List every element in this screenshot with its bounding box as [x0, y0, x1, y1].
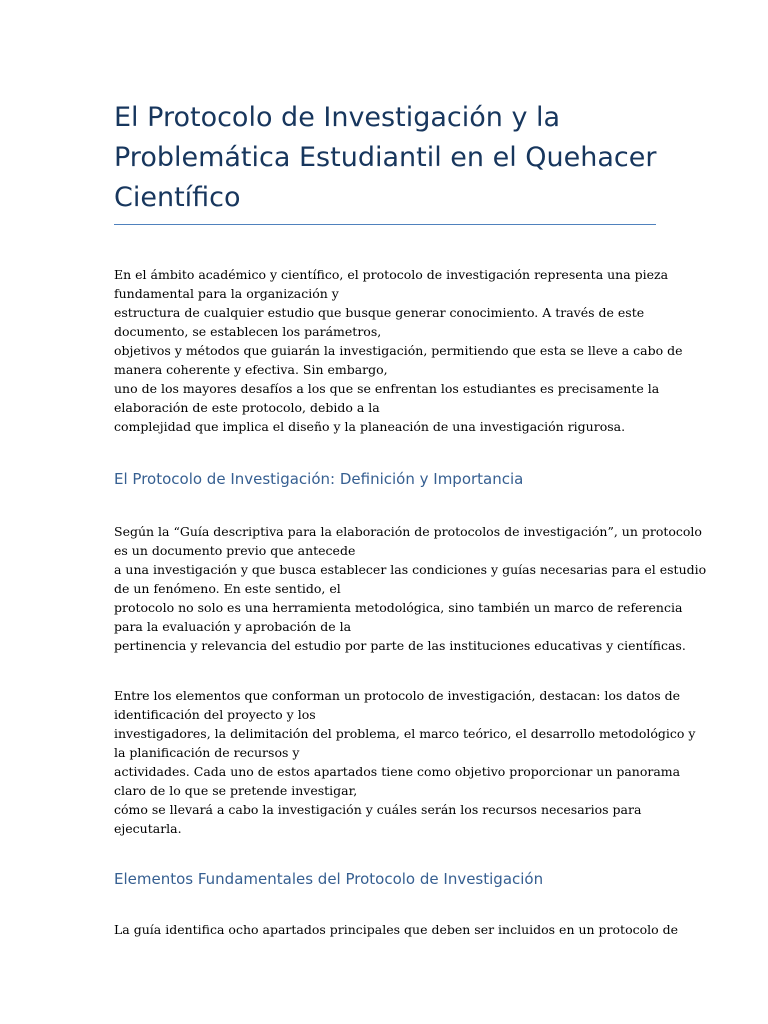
text-line: de un fenómeno. En este sentido, el	[114, 581, 341, 596]
document-page	[114, 98, 707, 939]
text-line: ejecutarla.	[114, 821, 182, 836]
text-line: identificación del proyecto y los	[114, 707, 316, 722]
text-line: En el ámbito académico y científico, el protocolo de investigación representa una pieza	[114, 267, 669, 282]
title-line: Científico	[114, 182, 241, 213]
text-line: La guía identifica ocho apartados principales que deben ser incluidos en un protocolo de	[114, 922, 679, 937]
text-line: fundamental para la organización y	[114, 286, 339, 301]
title-line: El Protocolo de Investigación y la	[114, 102, 561, 133]
text-line: complejidad que implica el diseño y la planeación de una investigación rigurosa.	[114, 419, 626, 434]
elements-paragraph	[114, 686, 696, 838]
text-line: estructura de cualquier estudio que busque generar conocimiento. A través de este	[114, 305, 645, 320]
text-line: protocolo no solo es una herramienta metodológica, sino también un marco de referencia	[114, 600, 683, 615]
text-line: claro de lo que se pretende investigar,	[114, 783, 358, 798]
text-line: elaboración de este protocolo, debido a la	[114, 400, 380, 415]
text-line: objetivos y métodos que guiarán la investigación, permitiendo que esta se lleve a cabo de	[114, 343, 683, 358]
text-line: a una investigación y que busca establecer las condiciones y guías necesarias para el estudio	[114, 562, 707, 577]
text-line: la planificación de recursos y	[114, 745, 300, 760]
text-line: Entre los elementos que conforman un protocolo de investigación, destacan: los datos de	[114, 688, 681, 703]
section-heading-elements: Elementos Fundamentales del Protocolo de Investigación	[114, 870, 544, 888]
text-line: para la evaluación y aprobación de la	[114, 619, 352, 634]
section-heading-definition: El Protocolo de Investigación: Definición y Importancia	[114, 470, 524, 488]
text-line: uno de los mayores desafíos a los que se enfrentan los estudiantes es precisamente la	[114, 381, 660, 396]
text-line: documento, se establecen los parámetros,	[114, 324, 382, 339]
title-line: Problemática Estudiantil en el Quehacer	[114, 142, 657, 173]
text-line: pertinencia y relevancia del estudio por parte de las instituciones educativas y científicas.	[114, 638, 686, 653]
intro-paragraph	[114, 265, 683, 436]
text-line: manera coherente y efectiva. Sin embargo,	[114, 362, 388, 377]
text-line: Según la “Guía descriptiva para la elaboración de protocolos de investigación”, un protocolo	[114, 524, 702, 539]
guide-paragraph	[114, 920, 679, 939]
text-line: cómo se llevará a cabo la investigación y cuáles serán los recursos necesarios para	[114, 802, 642, 817]
text-line: actividades. Cada uno de estos apartados tiene como objetivo proporcionar un panorama	[114, 764, 681, 779]
definition-paragraph	[114, 522, 707, 655]
text-line: es un documento previo que antecede	[114, 543, 356, 558]
text-line: investigadores, la delimitación del problema, el marco teórico, el desarrollo metodológico y	[114, 726, 696, 741]
document-title	[114, 98, 656, 225]
